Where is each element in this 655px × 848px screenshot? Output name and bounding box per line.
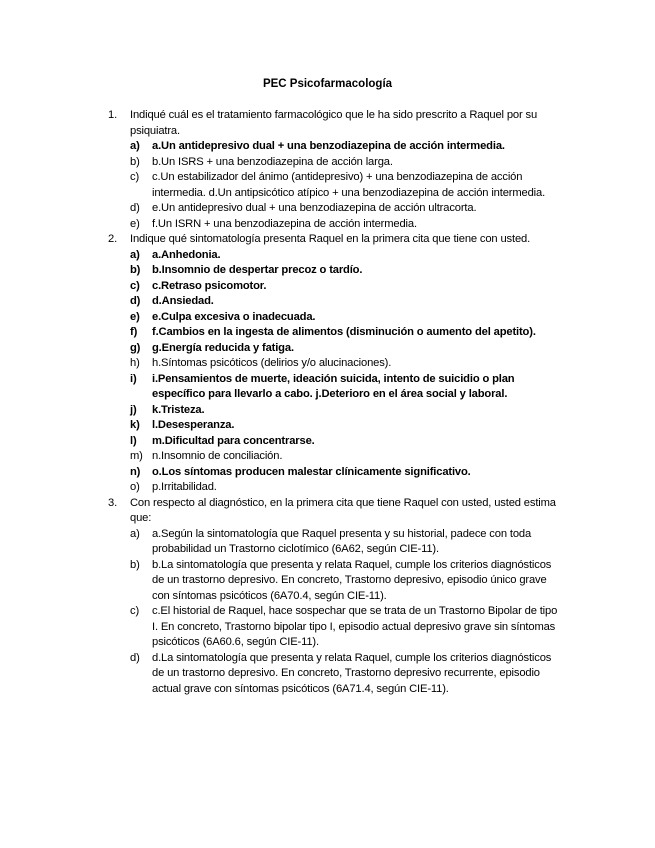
option-label: d) <box>130 202 140 214</box>
option-list <box>130 527 563 698</box>
option-text: b.Un ISRS + una benzodiazepina de acción larga. <box>152 155 393 168</box>
option-list <box>130 248 563 496</box>
option-label: e) <box>130 310 140 323</box>
option-text: e.Culpa excesiva o inadecuada. <box>152 310 316 323</box>
option-1d <box>130 201 563 217</box>
option-3b <box>130 558 563 605</box>
option-label: a) <box>130 140 140 152</box>
question-number: 1. <box>108 109 118 121</box>
option-2d <box>130 294 563 310</box>
option-2e <box>130 310 563 326</box>
option-label: f) <box>130 326 138 338</box>
question-text: Con respecto al diagnóstico, en la primera cita que tiene Raquel con usted, usted estima que: <box>130 496 556 524</box>
option-label: c) <box>130 279 140 292</box>
option-label: l) <box>130 434 137 447</box>
option-text: a.Anhedonia. <box>152 248 221 261</box>
option-1e <box>130 217 563 233</box>
option-label: n) <box>130 465 141 478</box>
option-label: c) <box>130 171 140 183</box>
option-label: b) <box>130 558 140 571</box>
option-text: d.La sintomatología que presenta y relata Raquel, cumple los criterios diagnósticos de un trastorno depresivo. En concreto, Trastorno depresivo recurrente, episodio actual grave con síntomas psicóticos (6A71.4, según CIE-11). <box>152 651 552 695</box>
option-2b <box>130 263 563 279</box>
option-text: c.El historial de Raquel, hace sospechar que se trata de un Trastorno Bipolar de tipo I. En concreto, Trastorno bipolar tipo I, episodio actual depresivo grave sin síntomas psicóticos (6A60.6, según CIE-11). <box>152 605 558 648</box>
option-label: b) <box>130 155 140 168</box>
option-label: a) <box>130 248 140 261</box>
option-label: g) <box>130 341 141 354</box>
option-label: d) <box>130 651 140 664</box>
option-2m <box>130 449 563 465</box>
option-text: g.Energía reducida y fatiga. <box>152 341 294 354</box>
option-2k <box>130 418 563 434</box>
option-label: c) <box>130 605 140 617</box>
option-text: l.Desesperanza. <box>152 419 235 431</box>
question-2 <box>108 232 563 496</box>
option-label: m) <box>130 450 143 462</box>
option-text: b.La sintomatología que presenta y relata Raquel, cumple los criterios diagnósticos de un trastorno depresivo. En concreto, Trastorno depresivo, episodio único grave con síntomas psicóticos (6A70.4, según CIE-11). <box>152 558 552 602</box>
option-label: b) <box>130 264 141 276</box>
option-2l <box>130 434 563 450</box>
option-text: k.Tristeza. <box>152 403 205 416</box>
option-3d <box>130 651 563 698</box>
question-text: Indique qué sintomatología presenta Raquel en la primera cita que tiene con usted. <box>130 233 531 245</box>
option-2n <box>130 465 563 481</box>
option-2h <box>130 356 563 372</box>
option-label: e) <box>130 217 140 230</box>
option-text: e.Un antidepresivo dual + una benzodiazepina de acción ultracorta. <box>152 202 477 214</box>
option-list <box>130 139 563 232</box>
option-label: d) <box>130 295 141 307</box>
option-text: n.Insomnio de conciliación. <box>152 450 283 462</box>
option-2a <box>130 248 563 264</box>
option-text: b.Insomnio de despertar precoz o tardío. <box>152 264 363 276</box>
option-text: c.Retraso psicomotor. <box>152 279 267 292</box>
option-label: h) <box>130 357 140 369</box>
option-text: a.Según la sintomatología que Raquel presenta y su historial, padece con toda probabilidad un Trastorno ciclotímico (6A62, según CIE-11). <box>152 527 532 555</box>
option-label: o) <box>130 481 140 493</box>
option-1b <box>130 155 563 171</box>
option-2c <box>130 279 563 295</box>
option-text: o.Los síntomas producen malestar clínicamente significativo. <box>152 465 471 478</box>
question-number: 2. <box>108 233 118 245</box>
option-1c <box>130 170 563 201</box>
option-1a <box>130 139 563 155</box>
option-label: i) <box>130 372 137 385</box>
option-text: a.Un antidepresivo dual + una benzodiazepina de acción intermedia. <box>152 140 505 152</box>
question-list <box>108 108 563 697</box>
option-text: f.Un ISRN + una benzodiazepina de acción intermedia. <box>152 217 417 230</box>
option-label: a) <box>130 527 140 540</box>
option-text: m.Dificultad para concentrarse. <box>152 434 315 447</box>
option-2f <box>130 325 563 341</box>
option-3a <box>130 527 563 558</box>
option-label: j) <box>130 403 137 416</box>
option-text: c.Un estabilizador del ánimo (antidepresivo) + una benzodiazepina de acción intermedia. d.Un antipsicótico atípico + una benzodiazepina de acción intermedia. <box>152 171 546 199</box>
option-text: f.Cambios en la ingesta de alimentos (disminución o aumento del apetito). <box>152 326 536 338</box>
question-1 <box>108 108 563 232</box>
option-2i <box>130 372 563 403</box>
option-2o <box>130 480 563 496</box>
option-3c <box>130 604 563 651</box>
option-2j <box>130 403 563 419</box>
option-text: h.Síntomas psicóticos (delirios y/o alucinaciones). <box>152 357 392 369</box>
page-title: PEC Psicofarmacología <box>262 78 393 90</box>
question-3 <box>108 496 563 698</box>
question-number: 3. <box>108 496 118 509</box>
option-text: d.Ansiedad. <box>152 295 214 307</box>
question-text: Indiqué cuál es el tratamiento farmacológico que le ha sido prescrito a Raquel por su psiquiatra. <box>130 109 538 137</box>
option-text: p.Irritabilidad. <box>152 481 217 493</box>
option-label: k) <box>130 419 140 431</box>
option-text: i.Pensamientos de muerte, ideación suicida, intento de suicidio o plan específico para llevarlo a cabo. j.Deterioro en el área social y laboral. <box>152 372 515 400</box>
option-2g <box>130 341 563 357</box>
